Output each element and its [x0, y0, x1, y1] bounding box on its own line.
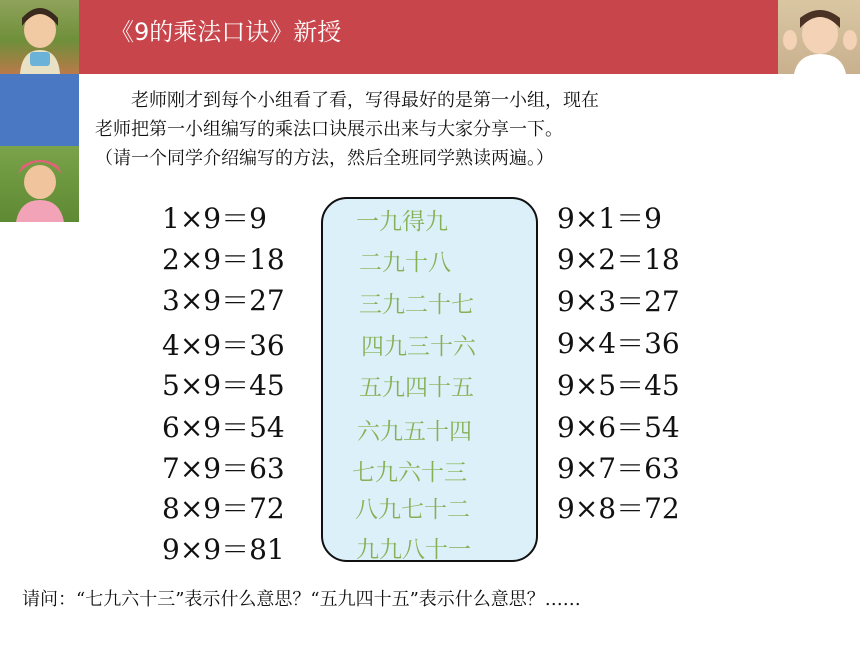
- equation-item: 9×3＝27: [557, 285, 680, 318]
- child-photo-middle-left: [0, 146, 79, 222]
- equation-item: 9×8＝72: [557, 492, 680, 525]
- equation-item: 9×2＝18: [557, 243, 680, 276]
- equation-item: 9×1＝9: [557, 202, 662, 235]
- equation-item: 9×9＝81: [162, 533, 285, 566]
- equation-item: 9×5＝45: [557, 369, 680, 402]
- intro-line: 老师刚才到每个小组看了看，写得最好的是第一小组，现在: [131, 90, 599, 111]
- intro-line: （请一个同学介绍编写的方法，然后全班同学熟读两遍。）: [95, 148, 554, 169]
- rhyme-item: 七九六十三: [352, 460, 467, 486]
- rhyme-item: 三九二十七: [359, 292, 474, 318]
- rhyme-item: 六九五十四: [357, 419, 472, 445]
- equation-item: 4×9＝36: [162, 329, 285, 362]
- slide-title: 《9的乘法口诀》新授: [110, 18, 342, 46]
- equation-item: 9×7＝63: [557, 452, 680, 485]
- intro-paragraph: [95, 86, 755, 173]
- equation-item: 1×9＝9: [162, 202, 267, 235]
- equation-item: 9×4＝36: [557, 327, 680, 360]
- rhyme-item: 九九八十一: [356, 537, 471, 563]
- rhyme-item: 四九三十六: [361, 334, 476, 360]
- equation-item: 5×9＝45: [162, 369, 285, 402]
- child-photo-top-left: [0, 0, 79, 74]
- equation-item: 8×9＝72: [162, 492, 285, 525]
- child-photo-top-right: [778, 0, 860, 74]
- rhyme-item: 一九得九: [356, 209, 448, 235]
- equation-item: 9×6＝54: [557, 411, 680, 444]
- equation-item: 6×9＝54: [162, 411, 285, 444]
- equation-item: 7×9＝63: [162, 452, 285, 485]
- equation-item: 3×9＝27: [162, 284, 285, 317]
- rhyme-item: 八九七十二: [355, 497, 470, 523]
- equation-item: 2×9＝18: [162, 243, 285, 276]
- side-color-block: [0, 74, 79, 146]
- intro-line: 老师把第一小组编写的乘法口诀展示出来与大家分享一下。: [95, 119, 563, 140]
- question-text: 请问：“七九六十三”表示什么意思？“五九四十五”表示什么意思？……: [22, 589, 581, 610]
- rhyme-item: 二九十八: [359, 250, 451, 276]
- rhyme-item: 五九四十五: [359, 375, 474, 401]
